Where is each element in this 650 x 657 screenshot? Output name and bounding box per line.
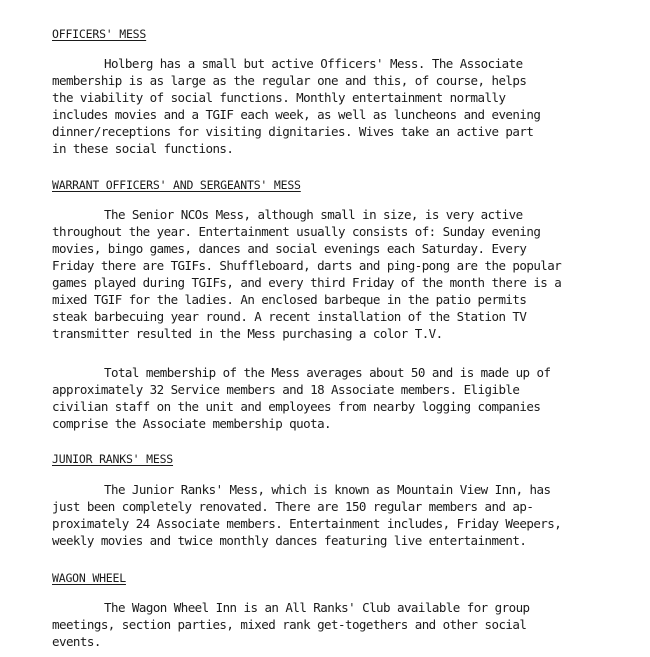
paragraph-line: The Wagon Wheel Inn is an All Ranks' Club available for group	[104, 600, 530, 615]
paragraph-line: includes movies and a TGIF each week, as well as luncheons and evening	[52, 107, 541, 122]
paragraph-line: mixed TGIF for the ladies. An enclosed barbeque in the patio permits	[52, 292, 527, 307]
paragraph-line: throughout the year. Entertainment usually consists of: Sunday evening	[52, 224, 541, 239]
paragraph-line: proximately 24 Associate members. Entertainment includes, Friday Weepers,	[52, 516, 562, 531]
paragraph-line: The Senior NCOs Mess, although small in size, is very active	[104, 207, 523, 222]
paragraph-line: games played during TGIFs, and every third Friday of the month there is a	[52, 275, 562, 290]
section-heading-wagon-wheel: WAGON WHEEL	[52, 571, 126, 585]
paragraph-line: Holberg has a small but active Officers' Mess. The Associate	[104, 56, 523, 71]
paragraph-line: events.	[52, 634, 101, 649]
section-heading-warrant-officers-sergeants-mess: WARRANT OFFICERS' AND SERGEANTS' MESS	[52, 178, 301, 192]
paragraph-line: the viability of social functions. Monthly entertainment normally	[52, 90, 506, 105]
paragraph-line: Friday there are TGIFs. Shuffleboard, darts and ping-pong are the popular	[52, 258, 562, 273]
paragraph-line: The Junior Ranks' Mess, which is known as Mountain View Inn, has	[104, 482, 551, 497]
paragraph-line: transmitter resulted in the Mess purchasing a color T.V.	[52, 326, 443, 341]
paragraph-line: meetings, section parties, mixed rank get-togethers and other social	[52, 617, 527, 632]
paragraph-line: civilian staff on the unit and employees from nearby logging companies	[52, 399, 541, 414]
paragraph-line: weekly movies and twice monthly dances featuring live entertainment.	[52, 533, 527, 548]
paragraph-line: approximately 32 Service members and 18 Associate members. Eligible	[52, 382, 520, 397]
section-heading-junior-ranks-mess: JUNIOR RANKS' MESS	[52, 452, 174, 466]
paragraph-line: Total membership of the Mess averages about 50 and is made up of	[104, 365, 551, 380]
paragraph-line: membership is as large as the regular one and this, of course, helps	[52, 73, 527, 88]
paragraph-line: dinner/receptions for visiting dignitaries. Wives take an active part	[52, 124, 534, 139]
section-heading-officers-mess: OFFICERS' MESS	[52, 27, 147, 41]
paragraph-line: steak barbecuing year round. A recent installation of the Station TV	[52, 309, 527, 324]
paragraph-line: in these social functions.	[52, 141, 234, 156]
paragraph-line: comprise the Associate membership quota.	[52, 416, 332, 431]
paragraph-line: just been completely renovated. There are 150 regular members and ap-	[52, 499, 534, 514]
paragraph-line: movies, bingo games, dances and social evenings each Saturday. Every	[52, 241, 527, 256]
